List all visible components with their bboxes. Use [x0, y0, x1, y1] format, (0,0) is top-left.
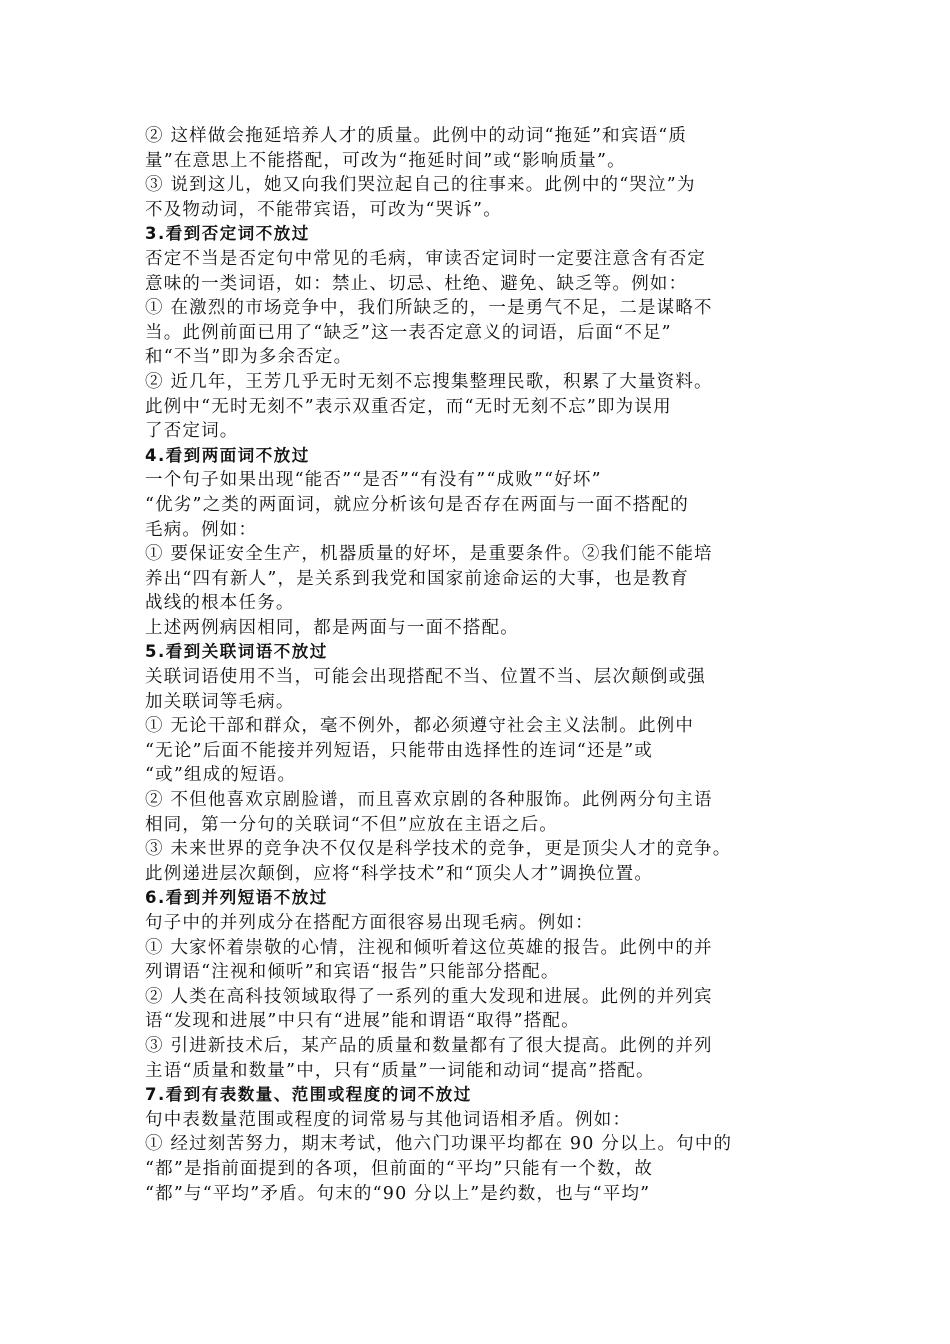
text-line: “或”组成的短语。 — [145, 765, 297, 786]
text-line: 句子中的并列成分在搭配方面很容易出现毛病。例如： — [145, 913, 594, 933]
text-line: ① 要保证安全生产，机器质量的好坏，是重要条件。②我们能不能培 — [145, 544, 713, 565]
text-line: “无论”后面不能接并列短语，只能带由选择性的连词“还是”或 — [145, 740, 654, 761]
section-heading: 7.看到有表数量、范围或程度的词不放过 — [145, 1085, 472, 1105]
text-line: “都”与“平均”矛盾。句末的“90 分以上”是约数，也与“平均” — [145, 1183, 651, 1204]
text-line: “都”是指前面提到的各项，但前面的“平均”只能有一个数，故 — [145, 1158, 654, 1179]
section-heading: 3.看到否定词不放过 — [145, 224, 310, 244]
text-line: 当。此例前面已用了“缺乏”这一表否定意义的词语，后面“不足” — [145, 322, 672, 343]
text-line: ③ 未来世界的竞争决不仅仅是科学技术的竞争，更是顶尖人才的竞争。 — [145, 839, 732, 860]
text-line: 此例中“无时无刻不”表示双重否定，而“无时无刻不忘”即为误用 — [145, 396, 672, 417]
text-line: 此例递进层次颠倒，应将“科学技术”和“顶尖人才”调换位置。 — [145, 863, 654, 884]
text-line: 关联词语使用不当，可能会出现搭配不当、位置不当、层次颠倒或强 — [145, 667, 706, 688]
text-line: 加关联词等毛病。 — [145, 691, 295, 712]
text-line: 语“发现和进展”中只有“进展”能和谓语“取得”搭配。 — [145, 1011, 580, 1032]
document-body — [145, 124, 815, 1206]
text-line: 列谓语“注视和倾听”和宾语“报告”只能部分搭配。 — [145, 962, 560, 983]
text-line: 养出“四有新人”，是关系到我党和国家前途命运的大事，也是教育 — [145, 568, 689, 589]
text-line: ② 不但他喜欢京剧脸谱，而且喜欢京剧的各种服饰。此例两分句主语 — [145, 790, 713, 811]
text-line: ③ 引进新技术后，某产品的质量和数量都有了很大提高。此例的并列 — [145, 1035, 713, 1056]
section-heading: 5.看到关联词语不放过 — [145, 642, 328, 662]
text-line: 句中表数量范围或程度的词常易与其他词语相矛盾。例如： — [145, 1109, 632, 1130]
text-line: 一个句子如果出现“能否”“是否”“有没有”“成败”“好坏” — [145, 470, 602, 491]
text-line: ② 近几年，王芳几乎无时无刻不忘搜集整理民歌，积累了大量资料。 — [145, 371, 713, 392]
section-heading: 4.看到两面词不放过 — [145, 445, 310, 465]
section-heading: 6.看到并列短语不放过 — [145, 888, 328, 908]
text-line: ① 经过刻苦努力，期末考试，他六门功课平均都在 90 分以上。句中的 — [145, 1134, 733, 1155]
text-line: “优劣”之类的两面词，就应分析该句是否存在两面与一面不搭配的 — [145, 494, 689, 515]
text-line: 主语“质量和数量”中，只有“质量”一词能和动词“提高”搭配。 — [145, 1060, 655, 1081]
text-line: 不及物动词，不能带宾语，可改为“哭诉”。 — [145, 199, 502, 220]
text-line: 了否定词。 — [145, 421, 239, 442]
text-line: 意味的一类词语，如：禁止、切忌、杜绝、避免、缺乏等。例如： — [145, 273, 688, 294]
text-line: 毛病。例如： — [145, 519, 258, 540]
text-line: 相同，第一分句的关联词“不但”应放在主语之后。 — [145, 814, 558, 835]
text-line: ① 无论干部和群众，毫不例外，都必须遵守社会主义法制。此例中 — [145, 716, 695, 737]
text-line: ② 这样做会拖延培养人才的质量。此例中的动词“拖延”和宾语“质 — [145, 126, 688, 146]
text-line: 上述两例病因相同，都是两面与一面不搭配。 — [145, 617, 519, 638]
text-line: 和“不当”即为多余否定。 — [145, 347, 353, 368]
text-line: 战线的根本任务。 — [145, 593, 295, 614]
text-line: ③ 说到这儿，她又向我们哭泣起自己的往事来。此例中的“哭泣”为 — [145, 175, 696, 196]
text-line: ① 大家怀着崇敬的心情，注视和倾听着这位英雄的报告。此例中的并 — [145, 937, 713, 958]
text-line: ② 人类在高科技领域取得了一系列的重大发现和进展。此例的并列宾 — [145, 986, 713, 1007]
text-line: ① 在激烈的市场竞争中，我们所缺乏的，一是勇气不足，二是谋略不 — [145, 298, 713, 319]
text-line: 否定不当是否定句中常见的毛病，审读否定词时一定要注意含有否定 — [145, 248, 706, 269]
text-line: 量”在意思上不能搭配，可改为“拖延时间”或“影响质量”。 — [145, 150, 626, 171]
